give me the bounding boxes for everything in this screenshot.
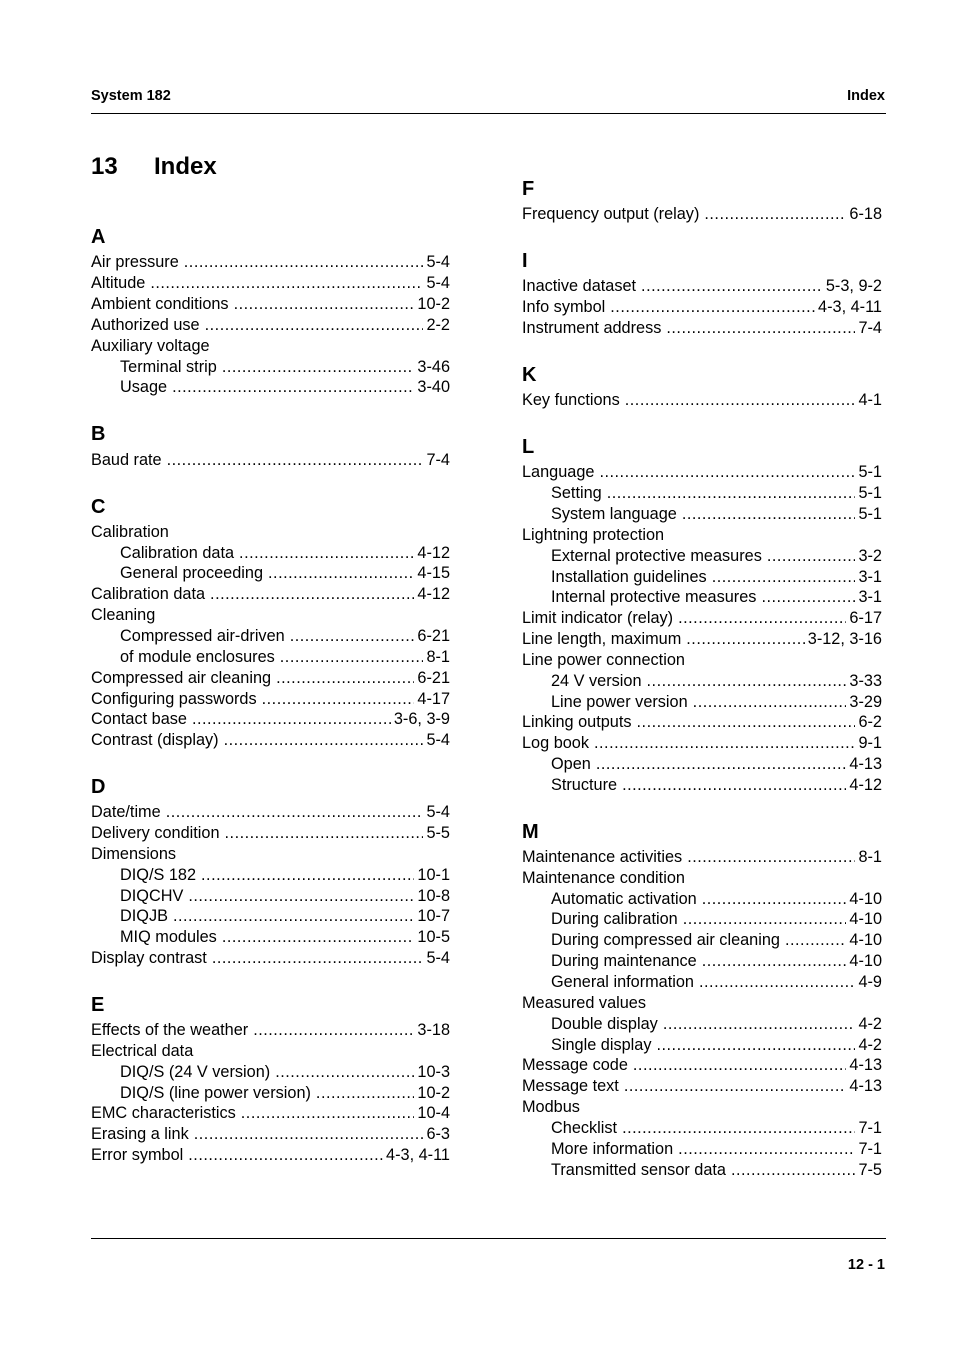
index-entry: Authorized use ..... 2-2 <box>91 315 450 336</box>
index-entry: Error symbol ..... 4-3, 4-11 <box>91 1145 450 1166</box>
index-entry: Configuring passwords ..... 4-17 <box>91 689 450 710</box>
index-subentry: Usage ..... 3-40 <box>120 377 450 398</box>
section-letter-k: K <box>522 364 537 386</box>
section-letter-d: D <box>91 776 106 798</box>
index-subentry: External protective measures ..... 3-2 <box>551 546 882 567</box>
index-subentry: Automatic activation ..... 4-10 <box>551 889 882 910</box>
index-subentry: MIQ modules ..... 10-5 <box>120 927 450 948</box>
index-subentry: Double display ..... 4-2 <box>551 1014 882 1035</box>
index-entry: Effects of the weather ..... 3-18 <box>91 1020 450 1041</box>
index-entry: Maintenance activities ..... 8-1 <box>522 847 882 868</box>
index-entry: Language ..... 5-1 <box>522 462 882 483</box>
index-entry: Info symbol ..... 4-3, 4-11 <box>522 297 882 318</box>
index-entry: Measured values <box>522 994 646 1012</box>
index-subentry: Setting ..... 5-1 <box>551 483 882 504</box>
index-entry: Limit indicator (relay) ..... 6-17 <box>522 608 882 629</box>
index-entry: Altitude ..... 5-4 <box>91 273 450 294</box>
chapter-title: Index <box>154 153 217 180</box>
index-entry: Cleaning <box>91 606 156 624</box>
index-subentry: Internal protective measures ..... 3-1 <box>551 587 882 608</box>
index-entry: Line length, maximum ..... 3-12, 3-16 <box>522 629 882 650</box>
section-letter-e: E <box>91 994 105 1016</box>
index-subentry: During calibration ..... 4-10 <box>551 909 882 930</box>
index-entry: Lightning protection <box>522 526 665 544</box>
index-subentry: Checklist ..... 7-1 <box>551 1118 882 1139</box>
index-entry: Maintenance condition <box>522 869 685 887</box>
footer-rule <box>91 1238 886 1239</box>
index-subentry: More information ..... 7-1 <box>551 1139 882 1160</box>
index-entry: Erasing a link ..... 6-3 <box>91 1124 450 1145</box>
index-subentry: Terminal strip ..... 3-46 <box>120 357 450 378</box>
index-entry: Modbus <box>522 1098 580 1116</box>
page-number: 12 - 1 <box>847 1257 885 1273</box>
index-subentry: Transmitted sensor data ..... 7-5 <box>551 1160 882 1181</box>
index-entry: Compressed air cleaning ..... 6-21 <box>91 668 450 689</box>
running-header-left: System 182 <box>91 88 171 104</box>
index-subentry: Line power version ..... 3-29 <box>551 692 882 713</box>
index-entry: Message text ..... 4-13 <box>522 1076 882 1097</box>
index-entry: Contrast (display) ..... 5-4 <box>91 730 450 751</box>
index-entry: Auxiliary voltage <box>91 337 210 355</box>
running-header-right: Index <box>847 88 885 104</box>
section-letter-c: C <box>91 496 106 518</box>
index-entry: Display contrast ..... 5-4 <box>91 948 450 969</box>
index-subentry: During maintenance ..... 4-10 <box>551 951 882 972</box>
index-entry: Baud rate ..... 7-4 <box>91 450 450 471</box>
chapter-number: 13 <box>91 153 118 180</box>
section-letter-i: I <box>522 250 528 272</box>
index-subentry: Compressed air-driven ..... 6-21 <box>120 626 450 647</box>
index-subentry: Open ..... 4-13 <box>551 754 882 775</box>
index-entry: Dimensions <box>91 845 177 863</box>
index-entry: Frequency output (relay) ..... 6-18 <box>522 204 882 225</box>
index-subentry: of module enclosures ..... 8-1 <box>120 647 450 668</box>
index-entry: Delivery condition ..... 5-5 <box>91 823 450 844</box>
index-entry: Inactive dataset ..... 5-3, 9-2 <box>522 276 882 297</box>
index-entry: Contact base ..... 3-6, 3-9 <box>91 709 450 730</box>
index-entry: Line power connection <box>522 651 685 669</box>
index-entry: Date/time ..... 5-4 <box>91 802 450 823</box>
index-entry: Ambient conditions ..... 10-2 <box>91 294 450 315</box>
index-entry: Calibration data ..... 4-12 <box>91 584 450 605</box>
index-subentry: DIQ/S (24 V version) ..... 10-3 <box>120 1062 450 1083</box>
header-rule <box>91 113 886 114</box>
section-letter-m: M <box>522 821 539 843</box>
index-entry: Log book ..... 9-1 <box>522 733 882 754</box>
index-entry: Instrument address ..... 7-4 <box>522 318 882 339</box>
section-letter-f: F <box>522 178 535 200</box>
index-entry: EMC characteristics ..... 10-4 <box>91 1103 450 1124</box>
index-entry: Calibration <box>91 523 169 541</box>
chapter-heading <box>91 153 217 181</box>
index-subentry: DIQ/S (line power version) ..... 10-2 <box>120 1083 450 1104</box>
index-subentry: DIQCHV ..... 10-8 <box>120 886 450 907</box>
index-entry: Key functions ..... 4-1 <box>522 390 882 411</box>
index-subentry: General proceeding ..... 4-15 <box>120 563 450 584</box>
index-subentry: DIQ/S 182 ..... 10-1 <box>120 865 450 886</box>
index-subentry: Single display ..... 4-2 <box>551 1035 882 1056</box>
index-subentry: 24 V version ..... 3-33 <box>551 671 882 692</box>
index-entry: Air pressure ..... 5-4 <box>91 252 450 273</box>
index-subentry: Calibration data ..... 4-12 <box>120 543 450 564</box>
section-letter-b: B <box>91 423 106 445</box>
index-subentry: Structure ..... 4-12 <box>551 775 882 796</box>
index-subentry: General information ..... 4-9 <box>551 972 882 993</box>
index-entry: Electrical data <box>91 1042 194 1060</box>
index-entry: Linking outputs ..... 6-2 <box>522 712 882 733</box>
section-letter-a: A <box>91 226 106 248</box>
index-subentry: Installation guidelines ..... 3-1 <box>551 567 882 588</box>
section-letter-l: L <box>522 436 535 458</box>
index-entry: Message code ..... 4-13 <box>522 1055 882 1076</box>
index-subentry: System language ..... 5-1 <box>551 504 882 525</box>
index-subentry: During compressed air cleaning ..... 4-10 <box>551 930 882 951</box>
index-subentry: DIQJB ..... 10-7 <box>120 906 450 927</box>
